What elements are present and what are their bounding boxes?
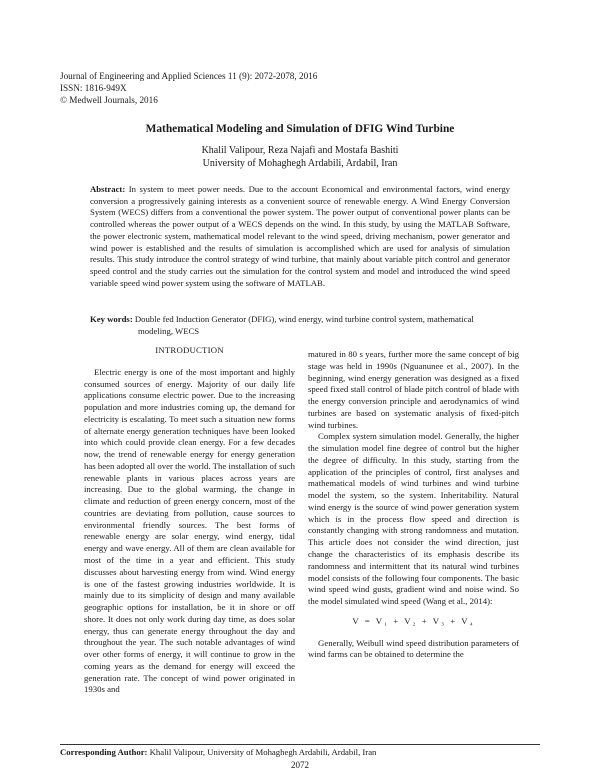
journal-issn: ISSN: 1816-949X (60, 83, 127, 94)
abstract-label: Abstract: (90, 184, 126, 194)
equation: V = V₁ + V₂ + V₃ + V₄ (352, 615, 475, 626)
abstract-text: In system to meet power needs. Due to the account Economical and environmental factors, wind energy conversion a progressively gaining interests as a convenient source of renewable energy. A Wind Energy Conversion System (WECS) differs from a conventional the power system. The power output of conventional power plants can be controlled whereas the power output of a WECS depends on the wind. In this study, by using the MATLAB Software, the power electronic system, mathematical model relevant to the wind speed, driving mechanism, power generator and wind power is established and the results of simulation is accomplished which are used for analysis of simulation results. This study introduce the control strategy of wind turbine, that mainly about variable pitch control and generator speed control and the study carries out the simulation for the control system and model and introduced the wind speed variable speed wind power system using the software of MATLAB. (90, 184, 511, 288)
journal-header (60, 70, 317, 107)
left-column (84, 345, 295, 696)
keywords-line-1: Double fed Induction Generator (DFIG), wind energy, wind turbine control system, mathematical (134, 314, 474, 324)
page-number: 2072 (291, 760, 309, 770)
corresponding-author (60, 747, 376, 757)
author-names: Khalil Valipour, Reza Najafi and Mostafa Bashiti (201, 145, 399, 156)
paragraph: Complex system simulation model. Generally, the higher the simulation model fine degree of control but the higher the degree of difficulty. In this study, starting from the application of the principles of control, first analyses and mathematical models of wind turbines and wind turbine model the system, so the system. Inheritability. Natural wind energy is the source of wind power generation system which is in the process flow speed and direction is constantly changing with strong randomness and mutation. This article does not consider the wind direction, just change the characteristics of its emphasis describe its randomness and intermittent that its natural wind turbines model consists of the following four components. The basic wind speed wind gusts, gradient wind and noise wind. So the model simulated wind speed (Wang et al., 2014): (308, 431, 519, 607)
paragraph: Generally, Weibull wind speed distribution parameters of wind farms can be obtained to determine the (308, 637, 519, 660)
journal-copyright: © Medwell Journals, 2016 (60, 95, 158, 106)
footer-divider (60, 744, 540, 745)
paragraph: matured in 80 s years, further more the same concept of big stage was held in 1990s (Nguanunee et al., 2007). In the beginning, wind energy generation was designed as a fixed speed fixed stall control of blade pitch control of blade with the energy conversion principle and aerodynamics of wind turbines are based on systematic analysis of fixed-pitch wind turbines. (308, 349, 519, 430)
keywords (90, 314, 510, 337)
corresponding-author-label: Corresponding Author: (60, 747, 148, 757)
author-block (0, 144, 600, 170)
paper-title: Mathematical Modeling and Simulation of DFIG Wind Turbine (145, 123, 455, 135)
author-affiliation: University of Mohaghegh Ardabili, Ardabil, Iran (202, 158, 398, 169)
section-heading-introduction: INTRODUCTION (155, 345, 224, 355)
paragraph: Electric energy is one of the most important and highly consumed sources of energy. Majority of our daily life applications consume electric power. Due to the increasing population and more industries coming up, the demand for electricity is escalating. To meet such a situation new forms of alternate energy generation techniques have been looked into which could provide clean energy. For a few decades now, the trend of renewable energy for energy generation has been adopted all over the world. The installation of such renewable plants in various places across years are increasing. Due to the global warming, the change in climate and reduction of green energy concern, most of the countries are deviating from pollution, cause sources to environmental friendly sources. The best forms of renewable energy are solar energy, wind energy, tidal energy and wave energy. All of them are clean available for most of the time in a year and efficient. This study discusses about harvesting energy from wind. Wind energy is one of the fastest growing industries worldwide. It is mainly due to its simplicity of design and many available geographic options for installation, be it in shore or off shore. It does not only work during day time, as does solar energy, thus can generate energy throughout the day and throughout the year. The such notable advantages of wind over other forms of energy, it will continue to grow in the coming years as the demand for energy will exceed the generation rate. The concept of wind power originated in 1930s and (84, 366, 295, 695)
keywords-label: Key words: (90, 314, 133, 324)
keywords-line-2: modeling, WECS (138, 325, 200, 336)
journal-citation: Journal of Engineering and Applied Sciences 11 (9): 2072-2078, 2016 (60, 71, 318, 81)
right-column (308, 349, 519, 661)
abstract (90, 184, 510, 289)
corresponding-author-text: Khalil Valipour, University of Mohaghegh Ardabili, Ardabil, Iran (149, 747, 377, 757)
